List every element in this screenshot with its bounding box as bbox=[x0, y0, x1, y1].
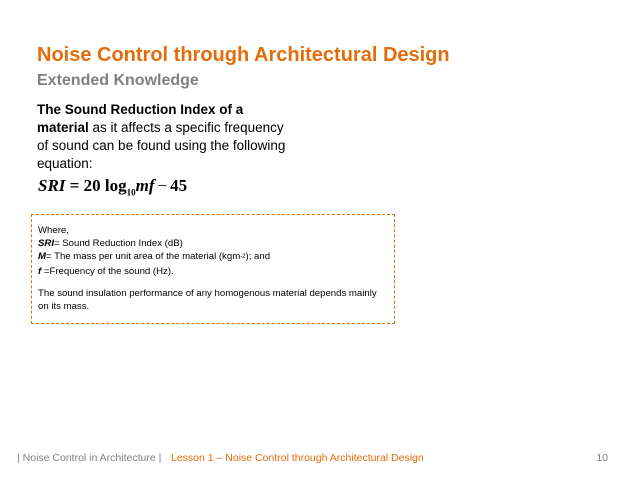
equation-log: log bbox=[104, 176, 127, 195]
equation-mf: mf bbox=[135, 176, 155, 195]
note-f-term: f bbox=[38, 266, 42, 277]
body-paragraph bbox=[37, 101, 287, 173]
slide-title: Noise Control through Architectural Design bbox=[37, 44, 450, 66]
note-sri-def: = Sound Reduction Index (dB) bbox=[54, 238, 183, 249]
equation-log-base: 10 bbox=[126, 187, 136, 198]
sri-equation bbox=[38, 176, 187, 197]
note-sri-term: SRI bbox=[38, 238, 54, 249]
note-paragraph: The sound insulation performance of any homogenous material depends mainly on its mass. bbox=[38, 288, 377, 312]
note-f-def: =Frequency of the sound (Hz). bbox=[41, 266, 174, 277]
equation-sri: SRI bbox=[38, 176, 66, 195]
note-m-line bbox=[38, 250, 394, 265]
note-f-line bbox=[38, 265, 394, 278]
footer bbox=[0, 450, 638, 468]
equation-constant: 45 bbox=[170, 176, 188, 195]
note-m-def-after: ); and bbox=[245, 251, 271, 262]
equation-minus: − bbox=[157, 176, 168, 195]
footer-course-name: | Noise Control in Architecture | bbox=[17, 452, 162, 464]
definitions-box bbox=[31, 214, 395, 324]
slide-subtitle: Extended Knowledge bbox=[37, 72, 199, 89]
note-where: Where, bbox=[38, 225, 69, 236]
body-rest: as it affects a specific frequency of sound can be found using the following equation: bbox=[37, 120, 286, 171]
footer-lesson-title: Lesson 1 – Noise Control through Architectural Design bbox=[171, 452, 424, 464]
note-gap bbox=[38, 278, 394, 287]
body-bold-lead: The Sound Reduction Index of a material bbox=[37, 102, 244, 135]
note-sri-line bbox=[38, 237, 394, 250]
note-m-def-before: = The mass per unit area of the material (kgm bbox=[46, 251, 241, 262]
footer-page-number: 10 bbox=[596, 452, 608, 464]
equation-equals: = 20 bbox=[65, 176, 105, 195]
note-m-term: M bbox=[38, 251, 46, 262]
note-m-sup: -2 bbox=[240, 254, 246, 260]
